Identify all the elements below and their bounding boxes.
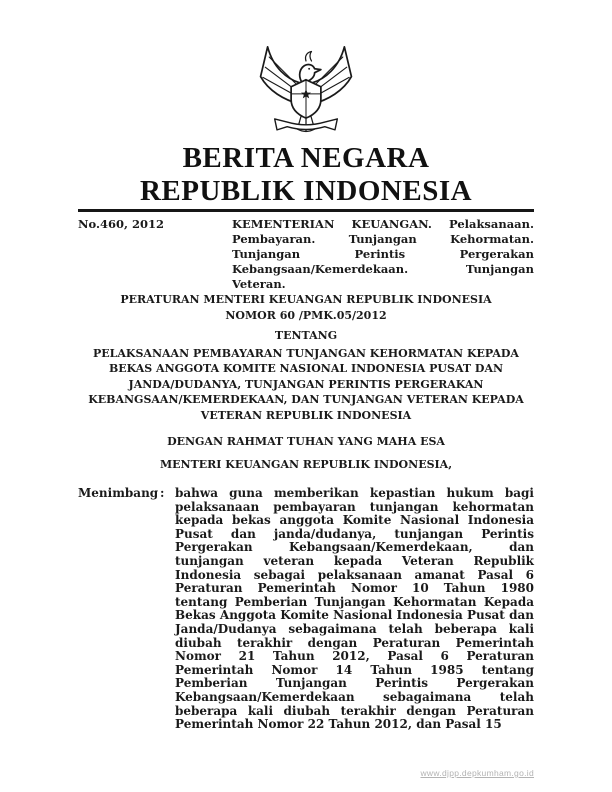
considerations-text: bahwa guna memberikan kepastian hukum bagi pelaksanaan pembayaran tunjangan kehormatan kepada bekas anggota Komite Nasional Indonesia Pusat dan janda/dudanya, tunjangan Perintis Pergerakan Kebangsaan/Kemerdekaan, dan tunjangan veteran kepada Veteran Republik Indonesia sebagai pelaksanaan amanat Pasal 6 Peraturan Pemerintah Nomor 10 Tahun 1980 tentang Pemberian Tunjangan Kehormatan Kepada Bekas Anggota Komite Nasional Indonesia Pusat dan Janda/Dudanya sebagaimana telah beberapa kali diubah terakhir dengan Peraturan Pemerintah Nomor 21 Tahun 2012, Pasal 6 Peraturan Pemerintah Nomor 14 Tahun 1985 tentang Pemberian Tunjangan Perintis Pergerakan Kebangsaan/Kemerdekaan sebagaimana telah beberapa kali diubah terakhir dengan Peraturan Pemerintah Nomor 22 Tahun 2012, dan Pasal 15 — [175, 486, 534, 732]
regulation-tentang: TENTANG — [274, 329, 338, 342]
considerations-colon: : — [160, 486, 165, 500]
considerations-label: Menimbang — [78, 486, 159, 500]
garuda-pancasila-icon — [259, 34, 353, 138]
masthead-title-line2: REPUBLIK INDONESIA — [139, 175, 473, 207]
garuda-pancasila-emblem — [259, 34, 353, 138]
masthead-title-line1: BERITA NEGARA — [182, 142, 430, 174]
issue-number: No.460, 2012 — [78, 217, 165, 231]
regulation-invocation: DENGAN RAHMAT TUHAN YANG MAHA ESA — [167, 435, 445, 448]
regulation-title: PERATURAN MENTERI KEUANGAN REPUBLIK INDONESIA — [120, 293, 492, 306]
masthead-divider — [78, 209, 534, 212]
issue-row — [78, 217, 534, 292]
considerations-section — [78, 487, 534, 732]
footer-watermark-url: www.djpp.depkumham.go.id — [420, 768, 534, 778]
issue-abstract: KEMENTERIAN KEUANGAN. Pelaksanaan. Pembayaran. Tunjangan Kehormatan. Tunjangan Perintis Pergerakan Kebangsaan/Kemerdekaan. Tunjangan Veteran. — [232, 217, 534, 291]
regulation-authority: MENTERI KEUANGAN REPUBLIK INDONESIA, — [159, 457, 453, 471]
regulation-number: NOMOR 60 /PMK.05/2012 — [225, 308, 387, 322]
masthead — [0, 142, 612, 208]
regulation-subject: PELAKSANAAN PEMBAYARAN TUNJANGAN KEHORMATAN KEPADA BEKAS ANGGOTA KOMITE NASIONAL INDONESIA PUSAT DAN JANDA/DUDANYA, TUNJANGAN PERINTIS PERGERAKAN KEBANGSAAN/KEMERDEKAAN, DAN TUNJANGAN VETERAN KEPADA VETERAN REPUBLIK INDONESIA — [88, 346, 524, 422]
regulation-heading-block — [78, 292, 534, 472]
